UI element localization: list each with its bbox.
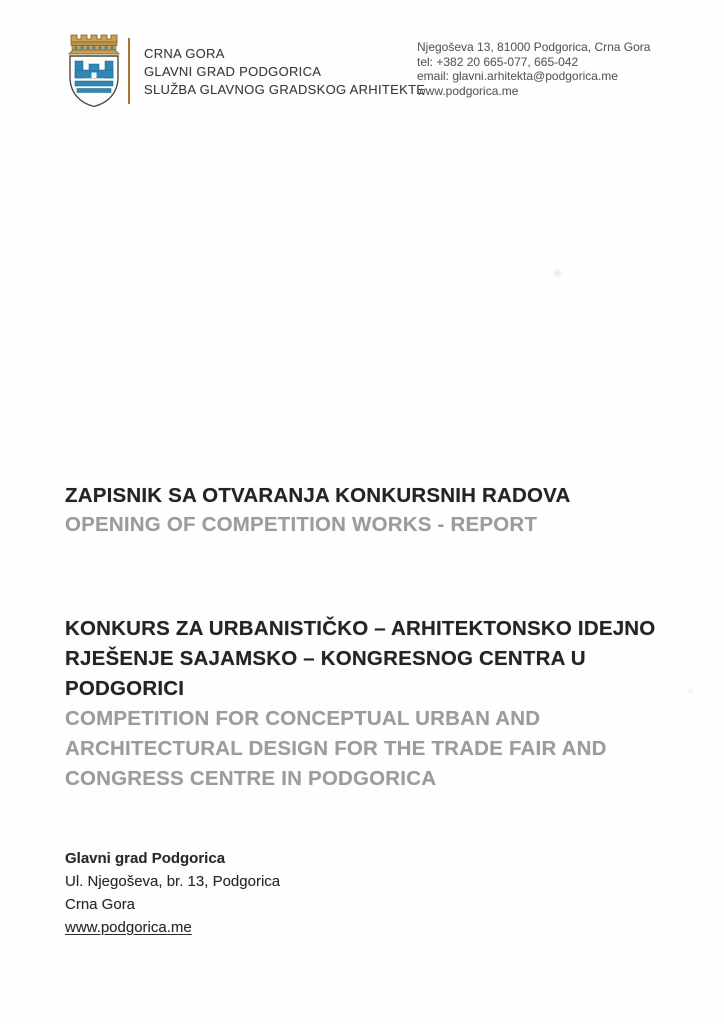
- podgorica-coat-of-arms-logo: [62, 31, 126, 111]
- contact-address: Njegoševa 13, 81000 Podgorica, Crna Gora: [417, 40, 651, 54]
- footer-street-address: Ul. Njegoševa, br. 13, Podgorica: [65, 873, 281, 890]
- secondary-title-english-line-2: ARCHITECTURAL DESIGN FOR THE TRADE FAIR AND: [65, 737, 607, 760]
- contact-email: email: glavni.arhitekta@podgorica.me: [417, 69, 618, 83]
- footer-website-link: www.podgorica.me: [65, 919, 192, 936]
- contact-block: [417, 40, 650, 98]
- primary-title-block: [65, 481, 571, 539]
- primary-title-local: ZAPISNIK SA OTVARANJA KONKURSNIH RADOVA: [65, 484, 571, 507]
- primary-title-english: OPENING OF COMPETITION WORKS - REPORT: [65, 513, 538, 536]
- header-separator-line: [128, 38, 130, 104]
- scan-speck: [688, 689, 693, 693]
- contact-phone: tel: +382 20 665-077, 665-042: [417, 54, 579, 69]
- coat-of-arms-icon: [62, 31, 126, 111]
- org-line-country: CRNA GORA: [144, 46, 225, 61]
- footer-address-block: [65, 847, 280, 939]
- crown-icon: [69, 35, 119, 54]
- secondary-title-english-line-1: COMPETITION FOR CONCEPTUAL URBAN AND: [65, 707, 541, 730]
- org-line-city: GLAVNI GRAD PODGORICA: [144, 64, 322, 79]
- shield-icon: [70, 56, 118, 107]
- secondary-title-local-line-1: KONKURS ZA URBANISTIČKO – ARHITEKTONSKO IDEJNO: [65, 617, 656, 640]
- secondary-title-block: [65, 614, 655, 794]
- secondary-title-local-line-3: PODGORICI: [65, 677, 185, 700]
- footer-country: Crna Gora: [65, 896, 136, 913]
- secondary-title-english-line-3: CONGRESS CENTRE IN PODGORICA: [65, 767, 437, 790]
- footer-org-name: Glavni grad Podgorica: [65, 850, 226, 867]
- organization-block: [144, 45, 425, 99]
- org-line-service: SLUŽBA GLAVNOG GRADSKOG ARHITEKTE: [144, 82, 426, 97]
- secondary-title-local-line-2: RJEŠENJE SAJAMSKO – KONGRESNOG CENTRA U: [65, 647, 586, 670]
- scan-speck: [554, 270, 561, 276]
- bridge-arch-notch: [92, 73, 97, 79]
- contact-website: www.podgorica.me: [417, 83, 519, 98]
